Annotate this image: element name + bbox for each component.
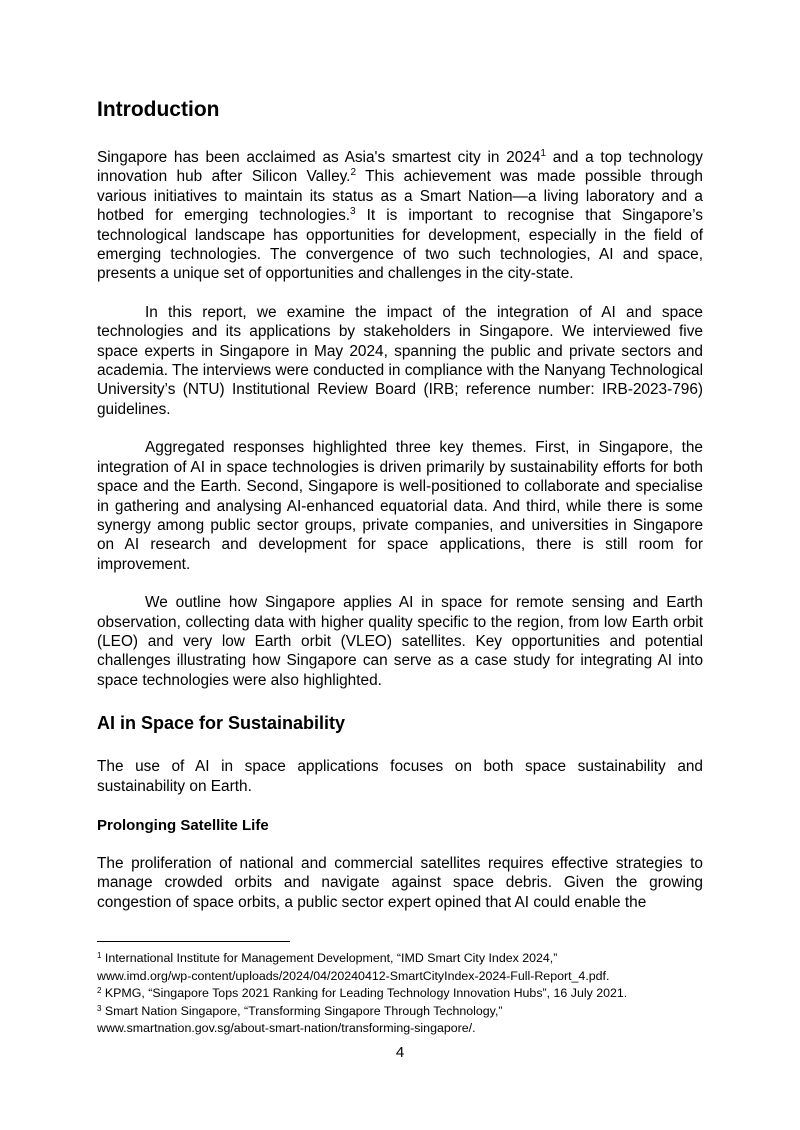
intro-paragraph-3: Aggregated responses highlighted three key themes. First, in Singapore, the integration of AI in space technologies is driven primarily by sustainability efforts for both space and the Earth. Second, Singapore is well-positioned to collaborate and specialise in gathering and analysing AI-enhanced equatorial data. And third, while there is some synergy among public sector groups, private companies, and universities in Singapore on AI research and development for space applications, there is still room for improvement. <box>97 439 703 573</box>
intro-p1-text-a: Singapore has been acclaimed as Asia's smartest city in 2024 <box>97 149 541 166</box>
footnote-ref-2[interactable]: 2 <box>350 167 357 179</box>
page-number: 4 <box>395 1044 405 1061</box>
section-heading-introduction: Introduction <box>97 98 220 121</box>
footnote-number: 3 <box>97 1003 102 1013</box>
section-heading-sustainability: AI in Space for Sustainability <box>97 713 346 734</box>
footnote-text: International Institute for Management Development, “IMD Smart City Index 2024,” <box>101 951 558 965</box>
footnote-ref-3[interactable]: 3 <box>350 206 356 218</box>
sustainability-paragraph-2: The proliferation of national and commercial satellites requires effective strategies to manage crowded orbits and navigate against space debris. Given the growing congestion of space orbits, a public sector expert opined that AI could enable the <box>97 854 703 911</box>
intro-p1-text-b: and a top technology innovation hub after Silicon Valley. <box>97 149 704 186</box>
sustainability-paragraph-1: The use of AI in space applications focuses on both space sustainability and sustainability on Earth. <box>97 758 703 795</box>
main-content <box>97 96 703 912</box>
intro-p1-text-d: It is important to recognise that Singapore’s technological landscape has opportunities for development, especially in the field of emerging technologies. The convergence of two such technologies, AI and space, presents a unique set of opportunities and challenges in the city-state. <box>97 207 703 283</box>
footnote-ref-1[interactable]: 1 <box>540 148 546 159</box>
footnotes <box>97 950 707 1038</box>
footnote-text: KPMG, “Singapore Tops 2021 Ranking for Leading Technology Innovation Hubs”, 16 July 2021. <box>101 986 628 1000</box>
footnote-1-url[interactable]: www.imd.org/wp-content/uploads/2024/04/20240412-SmartCityIndex-2024-Full-Report_4.pdf. <box>97 968 610 983</box>
footnote-2 <box>97 985 707 1003</box>
footnote-1 <box>97 950 707 968</box>
intro-paragraph-4: We outline how Singapore applies AI in space for remote sensing and Earth observation, collecting data with higher quality specific to the region, from low Earth orbit (LEO) and very low Earth orbit (VLEO) satellites. Key opportunities and potential challenges illustrating how Singapore can serve as a case study for integrating AI into space technologies were also highlighted. <box>97 594 703 689</box>
intro-paragraph-2: In this report, we examine the impact of the integration of AI and space technologies and its applications by stakeholders in Singapore. We interviewed five space experts in Singapore in May 2024, spanning the public and private sectors and academia. The interviews were conducted in compliance with the Nanyang Technological University’s (NTU) Institutional Review Board (IRB; reference number: IRB-2023-796) guidelines. <box>97 303 703 418</box>
footnote-number: 2 <box>97 986 102 995</box>
footnote-3 <box>97 1003 707 1021</box>
subheading-prolonging-satellite-life: Prolonging Satellite Life <box>97 816 269 834</box>
intro-paragraph-1 <box>97 148 703 284</box>
footnote-text: Smart Nation Singapore, “Transforming Singapore Through Technology,” <box>101 1003 503 1018</box>
footnote-number: 1 <box>97 951 102 960</box>
footnote-separator <box>97 941 290 942</box>
footnote-3-url[interactable]: www.smartnation.gov.sg/about-smart-nation/transforming-singapore/. <box>97 1021 476 1035</box>
intro-p1-text-c: This achievement was made possible through various initiatives to maintain its status as a Smart Nation—a living laboratory and a hotbed for emerging technologies. <box>97 168 703 225</box>
